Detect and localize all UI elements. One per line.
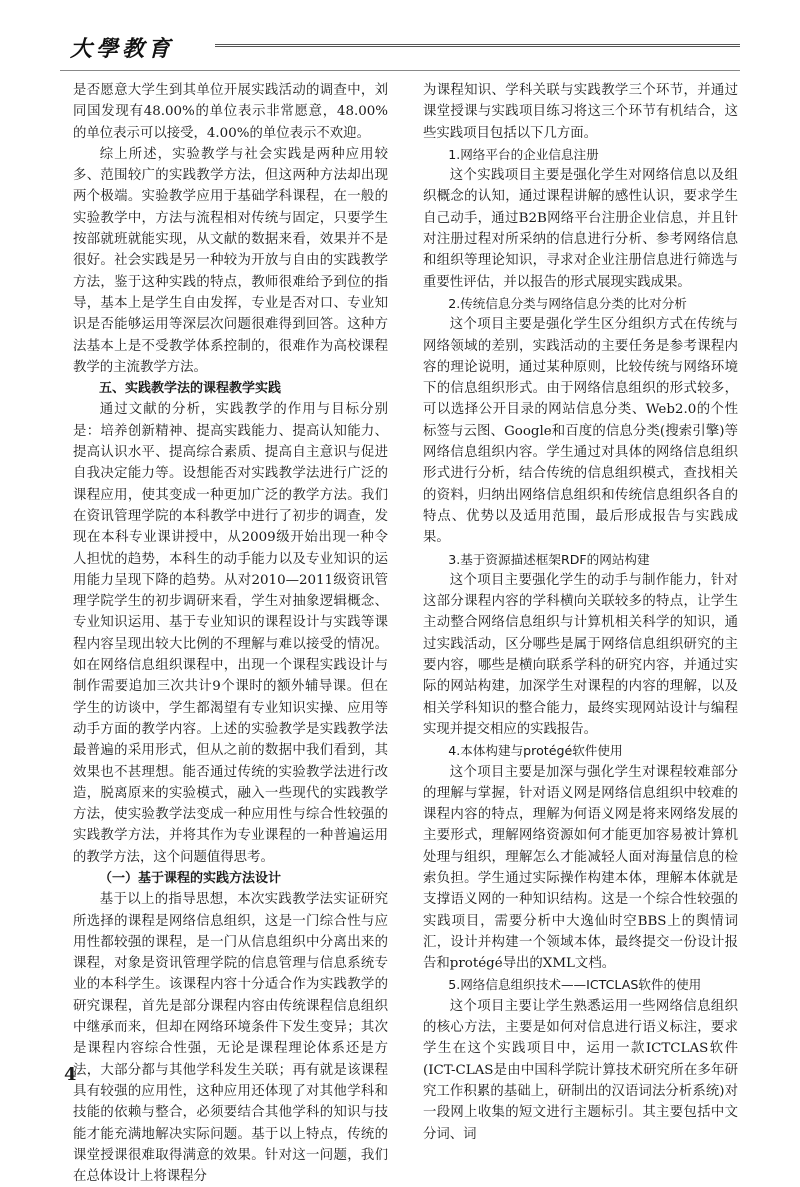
paragraph: 这个项目主要是强化学生区分组织方式在传统与网络领域的差别，实践活动的主要任务是参考课程内容的理论说明，通过某种原则，比较传统与网络环境下的信息组织形式。由于网络信息组织的形式较多，可以选择公开目录的网站信息分类、Web2.0的个性标签与云图、Google和百度的信息分类(搜索引擎)等网络信息组织内容。学生通过对具体的网络信息组织形式进行分析，结合传统的信息组织模式，查找相关的资料，归纳出网络信息组织和传统信息组织各自的特点、优势以及适用范围，最后形成报告与实践成果。 bbox=[423, 317, 738, 546]
paragraph: 是否愿意大学生到其单位开展实践活动的调查中，刘同国发现有48.00%的单位表示非常愿意，48.00%的单位表示可以接受，4.00%的单位表示不欢迎。 bbox=[73, 83, 388, 141]
paragraph: 这个项目主要强化学生的动手与制作能力，针对这部分课程内容的学科横向关联较多的特点，让学生主动整合网络信息组织与计算机相关科学的知识，通过实践活动，区分哪些是属于网络信息组织研究的主要内容，哪些是横向联系学科的研究内容，并通过实际的网站构建，加深学生对课程的内容的理解，以及相关学科知识的整合能力，最终实现网站设计与编程实现并提交相应的实践报告。 bbox=[423, 572, 738, 737]
paragraph: 通过文献的分析，实践教学的作用与目标分别是：培养创新精神、提高实践能力、提高认知能力、提高认识水平、提高综合素质、提高自主意识与促进自我决定能力等。设想能否对实践教学法进行广泛的课程应用，使其变成一种更加广泛的教学方法。我们在资讯管理学院的本科教学中进行了初步的调查，发现在本科专业课讲授中，从2009级开始出现一种令人担忧的趋势，本科生的动手能力以及专业知识的运用能力呈现下降的趋势。从对2010—2011级资讯管理学院学生的初步调研来看，学生对抽象逻辑概念、专业知识运用、基于专业知识的课程设计与实践等课程内容呈现出较大比例的不理解与难以接受的情况。如在网络信息组织课程中，出现一个课程实践设计与制作需要追加三次共计9个课时的额外辅导课。但在学生的访谈中，学生都渴望有专业知识实操、应用等动手方面的教学内容。上述的实验教学是实践教学法最普遍的采用形式，但从之前的数据中我们看到，其效果也不甚理想。能否通过传统的实验教学法进行改造，脱离原来的实验模式，融入一些现代的实践教学方法，使实验教学法变成一种应用性与综合性较强的实践教学方法，并将其作为专业课程的一种普遍运用的教学方法，这个问题值得思考。 bbox=[73, 402, 388, 865]
paragraph: 为课程知识、学科关联与实践教学三个环节，并通过课堂授课与实践项目练习将这三个环节有机结合，这些实践项目包括以下几方面。 bbox=[423, 83, 738, 141]
header-rule bbox=[215, 44, 740, 47]
page-number: 4 bbox=[64, 1064, 77, 1085]
item-heading: 3.基于资源描述框架RDF的网站构建 bbox=[448, 551, 650, 567]
item-heading: 2.传统信息分类与网络信息分类的比对分析 bbox=[448, 295, 687, 311]
paragraph: 这个项目主要是加深与强化学生对课程较难部分的理解与掌握，针对语义网是网络信息组织中较难的课程内容的特点，理解为何语义网是将来网络发展的主要形式，理解网络资源如何才能更加容易被计算机处理与组织，理解怎么才能减轻人面对海量信息的检索负担。学生通过实际操作构建本体，理解本体就是支撑语义网的一种知识结构。这是一个综合性较强的实践项目，需要分析中大逸仙时空BBS上的舆情词汇，设计并构建一个领域本体，最终提交一份设计报告和protégé导出的XML文档。 bbox=[423, 764, 738, 972]
paragraph: 综上所述，实验教学与社会实践是两种应用较多、范围较广的实践教学方法，但这两种方法却出现两个极端。实验教学应用于基础学科课程，在一般的实验教学中，方法与流程相对传统与固定，只要学生按部就班就能实现，从文献的数据来看，效果并不是很好。社会实践是另一种较为开放与自由的实践教学方法，鉴于这种实践的特点，教师很难给予到位的指导，基本上是学生自由发挥，专业是否对口、专业知识是否能够运用等深层次问题很难得到回答。这种方法基本上是不受教学体系控制的，很难作为高校课程教学的主流教学方法。 bbox=[73, 146, 388, 375]
section-heading: 五、实践教学法的课程教学实践 bbox=[99, 381, 282, 397]
right-column bbox=[423, 80, 738, 1145]
item-heading: 4.本体构建与protégé软件使用 bbox=[448, 743, 623, 759]
subsection-heading: （一）基于课程的实践方法设计 bbox=[99, 870, 282, 886]
paragraph: 基于以上的指导思想，本次实践教学法实证研究所选择的课程是网络信息组织，这是一门综合性与应用性都较强的课程，是一门从信息组织中分离出来的课程，对象是资讯管理学院的信息管理与信息系统专业的本科学生。该课程内容十分适合作为实践教学的研究课程，首先是部分课程内容由传统课程信息组织中继承而来，但却在网络环境条件下发生变异；其次是课程内容综合性强，无论是课程理论体系还是方法，大部分都与其他学科发生关联；再有就是该课程具有较强的应用性，这种应用还体现了对其他学科和技能的依赖与整合，必须要结合其他学科的知识与技能才能充满地解决实际问题。基于以上特点，传统的课堂授课很难取得满意的效果。针对这一问题，我们在总体设计上将课程分 bbox=[73, 892, 388, 1185]
paragraph: 这个项目主要让学生熟悉运用一些网络信息组织的核心方法，主要是如何对信息进行语义标注，要求学生在这个实践项目中，运用一款ICTCLAS软件(ICT-CLAS是由中国科学院计算技术研究所在多年研究工作积累的基础上，研制出的汉语词法分析系统)对一段网上收集的短文进行主题标引。其主要包括中文分词、词 bbox=[423, 998, 738, 1142]
item-heading: 1.网络平台的企业信息注册 bbox=[448, 146, 599, 162]
item-heading: 5.网络信息组织技术——ICTCLAS软件的使用 bbox=[448, 977, 702, 993]
left-column bbox=[73, 80, 388, 1187]
page-header bbox=[60, 30, 740, 71]
journal-masthead: 大學教育 bbox=[70, 36, 175, 62]
paragraph: 这个实践项目主要是强化学生对网络信息以及组织概念的认知，通过课程讲解的感性认识，要求学生自己动手，通过B2B网络平台注册企业信息，并且针对注册过程对所采纳的信息进行分析、参考网络信息和组织等理论知识，寻求对企业注册信息进行筛选与重要性评估，并以报告的形式展现实践成果。 bbox=[423, 168, 738, 290]
